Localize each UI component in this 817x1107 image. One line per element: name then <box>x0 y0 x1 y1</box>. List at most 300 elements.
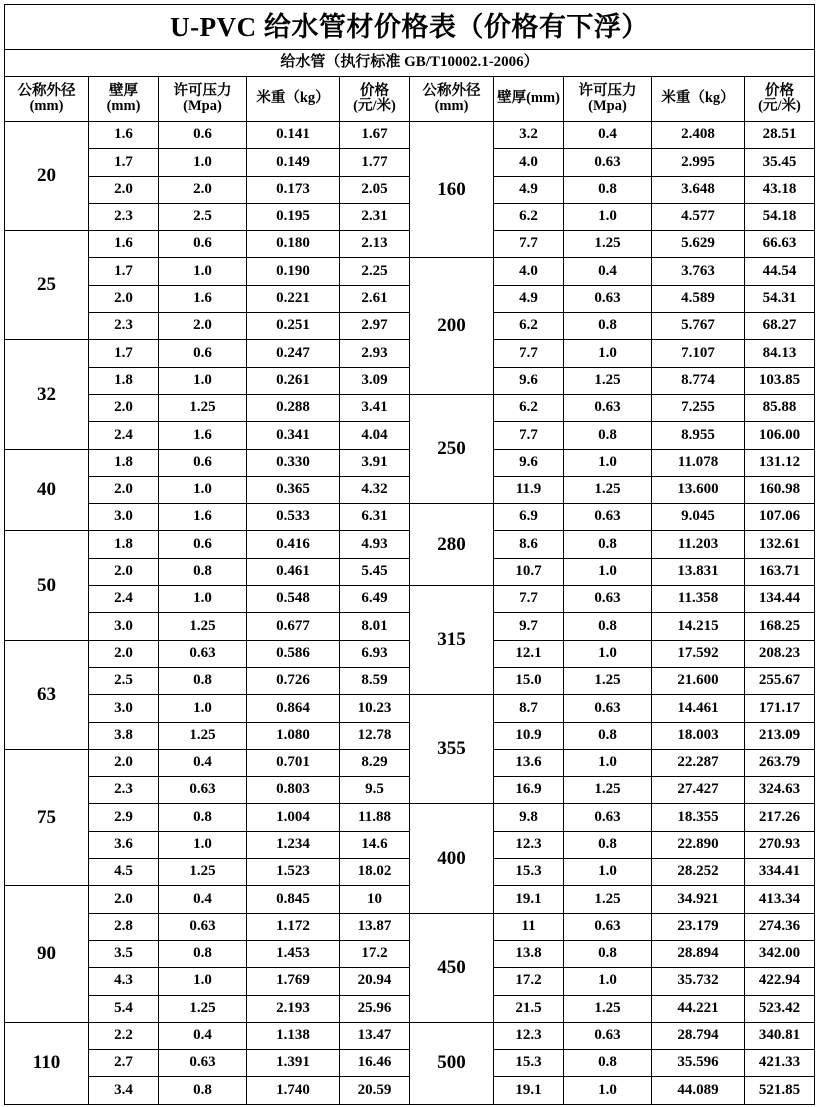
cell-left-meter-weight: 0.330 <box>247 449 340 476</box>
group-outer-diameter-250: 250 <box>410 394 494 503</box>
cell-right-wall-thickness: 9.6 <box>494 449 564 476</box>
cell-right-wall-thickness: 9.8 <box>494 804 564 831</box>
cell-left-wall-thickness: 3.0 <box>89 695 159 722</box>
table-row <box>5 586 815 613</box>
header-line-2: (Mpa) <box>588 98 627 114</box>
cell-left-allowable-pressure: 0.8 <box>159 1077 247 1104</box>
header-right-wall-thickness <box>494 77 564 122</box>
cell-right-meter-weight: 21.600 <box>652 667 745 694</box>
cell-right-meter-weight: 8.774 <box>652 367 745 394</box>
table-row <box>5 695 815 722</box>
cell-right-wall-thickness: 17.2 <box>494 968 564 995</box>
cell-left-price: 20.59 <box>340 1077 410 1104</box>
cell-left-price: 2.61 <box>340 285 410 312</box>
header-line-2: (元/米) <box>758 98 801 114</box>
cell-right-allowable-pressure: 1.0 <box>564 640 652 667</box>
cell-left-price: 13.47 <box>340 1022 410 1049</box>
cell-left-price: 12.78 <box>340 722 410 749</box>
cell-right-allowable-pressure: 0.8 <box>564 313 652 340</box>
cell-right-price: 422.94 <box>745 968 815 995</box>
cell-right-meter-weight: 3.763 <box>652 258 745 285</box>
cell-right-price: 35.45 <box>745 149 815 176</box>
header-left-wall-thickness <box>89 77 159 122</box>
group-outer-diameter-32: 32 <box>5 340 89 449</box>
cell-left-meter-weight: 0.251 <box>247 313 340 340</box>
cell-left-allowable-pressure: 0.63 <box>159 913 247 940</box>
cell-right-allowable-pressure: 0.63 <box>564 913 652 940</box>
cell-left-allowable-pressure: 1.0 <box>159 968 247 995</box>
cell-left-allowable-pressure: 0.4 <box>159 749 247 776</box>
cell-right-allowable-pressure: 0.63 <box>564 586 652 613</box>
cell-left-wall-thickness: 2.0 <box>89 394 159 421</box>
cell-right-meter-weight: 11.078 <box>652 449 745 476</box>
cell-left-meter-weight: 0.141 <box>247 122 340 149</box>
group-outer-diameter-110: 110 <box>5 1022 89 1104</box>
cell-left-wall-thickness: 1.7 <box>89 149 159 176</box>
cell-right-price: 85.88 <box>745 394 815 421</box>
cell-left-wall-thickness: 1.7 <box>89 340 159 367</box>
cell-left-allowable-pressure: 1.25 <box>159 995 247 1022</box>
cell-left-allowable-pressure: 0.6 <box>159 340 247 367</box>
cell-left-allowable-pressure: 0.6 <box>159 449 247 476</box>
cell-left-allowable-pressure: 1.6 <box>159 285 247 312</box>
cell-left-wall-thickness: 1.8 <box>89 531 159 558</box>
cell-left-allowable-pressure: 0.63 <box>159 1050 247 1077</box>
price-table <box>4 4 815 1105</box>
cell-right-allowable-pressure: 0.63 <box>564 1022 652 1049</box>
group-outer-diameter-160: 160 <box>410 122 494 258</box>
header-left-outer-diameter <box>5 77 89 122</box>
cell-left-wall-thickness: 4.5 <box>89 859 159 886</box>
cell-left-wall-thickness: 2.2 <box>89 1022 159 1049</box>
cell-left-wall-thickness: 2.5 <box>89 667 159 694</box>
cell-right-meter-weight: 23.179 <box>652 913 745 940</box>
cell-left-price: 9.5 <box>340 777 410 804</box>
cell-left-meter-weight: 1.004 <box>247 804 340 831</box>
cell-right-allowable-pressure: 0.8 <box>564 531 652 558</box>
cell-left-allowable-pressure: 0.4 <box>159 886 247 913</box>
cell-right-wall-thickness: 7.7 <box>494 422 564 449</box>
cell-right-price: 84.13 <box>745 340 815 367</box>
cell-left-meter-weight: 0.173 <box>247 176 340 203</box>
cell-right-price: 131.12 <box>745 449 815 476</box>
cell-left-wall-thickness: 1.6 <box>89 231 159 258</box>
cell-right-price: 413.34 <box>745 886 815 913</box>
cell-right-wall-thickness: 8.7 <box>494 695 564 722</box>
cell-right-price: 66.63 <box>745 231 815 258</box>
header-line-2: (Mpa) <box>183 98 222 114</box>
cell-right-wall-thickness: 4.9 <box>494 285 564 312</box>
cell-right-meter-weight: 5.767 <box>652 313 745 340</box>
cell-left-price: 2.25 <box>340 258 410 285</box>
cell-left-wall-thickness: 2.3 <box>89 203 159 230</box>
cell-right-meter-weight: 22.890 <box>652 831 745 858</box>
cell-right-meter-weight: 35.596 <box>652 1050 745 1077</box>
cell-right-wall-thickness: 21.5 <box>494 995 564 1022</box>
cell-right-meter-weight: 17.592 <box>652 640 745 667</box>
cell-left-price: 3.09 <box>340 367 410 394</box>
cell-right-price: 421.33 <box>745 1050 815 1077</box>
cell-left-meter-weight: 0.288 <box>247 394 340 421</box>
cell-right-price: 107.06 <box>745 504 815 531</box>
cell-right-price: 324.63 <box>745 777 815 804</box>
cell-left-allowable-pressure: 1.25 <box>159 394 247 421</box>
cell-right-allowable-pressure: 1.25 <box>564 995 652 1022</box>
cell-right-wall-thickness: 9.6 <box>494 367 564 394</box>
header-line-1: 公称外径 <box>422 82 481 99</box>
group-outer-diameter-450: 450 <box>410 913 494 1022</box>
header-left-price <box>340 77 410 122</box>
cell-right-allowable-pressure: 1.0 <box>564 558 652 585</box>
cell-right-wall-thickness: 7.7 <box>494 586 564 613</box>
cell-left-allowable-pressure: 0.6 <box>159 231 247 258</box>
cell-right-price: 168.25 <box>745 613 815 640</box>
cell-right-allowable-pressure: 0.8 <box>564 422 652 449</box>
cell-left-wall-thickness: 5.4 <box>89 995 159 1022</box>
cell-left-wall-thickness: 2.3 <box>89 777 159 804</box>
cell-left-price: 2.31 <box>340 203 410 230</box>
cell-left-meter-weight: 0.533 <box>247 504 340 531</box>
cell-right-meter-weight: 3.648 <box>652 176 745 203</box>
cell-right-meter-weight: 18.003 <box>652 722 745 749</box>
cell-left-allowable-pressure: 0.63 <box>159 777 247 804</box>
cell-left-price: 2.05 <box>340 176 410 203</box>
cell-right-allowable-pressure: 0.63 <box>564 504 652 531</box>
cell-left-allowable-pressure: 0.8 <box>159 667 247 694</box>
cell-right-price: 208.23 <box>745 640 815 667</box>
cell-left-price: 4.32 <box>340 476 410 503</box>
group-outer-diameter-40: 40 <box>5 449 89 531</box>
cell-right-meter-weight: 34.921 <box>652 886 745 913</box>
cell-right-meter-weight: 9.045 <box>652 504 745 531</box>
cell-right-price: 160.98 <box>745 476 815 503</box>
cell-right-allowable-pressure: 1.25 <box>564 886 652 913</box>
cell-left-meter-weight: 1.769 <box>247 968 340 995</box>
cell-right-wall-thickness: 10.7 <box>494 558 564 585</box>
cell-right-meter-weight: 2.995 <box>652 149 745 176</box>
cell-left-price: 1.77 <box>340 149 410 176</box>
cell-right-wall-thickness: 15.3 <box>494 859 564 886</box>
cell-right-meter-weight: 44.221 <box>652 995 745 1022</box>
cell-left-meter-weight: 1.138 <box>247 1022 340 1049</box>
cell-right-meter-weight: 18.355 <box>652 804 745 831</box>
cell-right-meter-weight: 13.600 <box>652 476 745 503</box>
cell-right-price: 171.17 <box>745 695 815 722</box>
standard-row <box>5 50 815 77</box>
header-line-1: 米重（kg） <box>661 90 735 107</box>
cell-right-wall-thickness: 6.2 <box>494 203 564 230</box>
cell-right-price: 217.26 <box>745 804 815 831</box>
cell-right-price: 342.00 <box>745 940 815 967</box>
cell-right-allowable-pressure: 0.8 <box>564 1050 652 1077</box>
cell-right-price: 340.81 <box>745 1022 815 1049</box>
cell-right-allowable-pressure: 1.25 <box>564 231 652 258</box>
cell-left-price: 25.96 <box>340 995 410 1022</box>
cell-right-wall-thickness: 12.3 <box>494 831 564 858</box>
cell-left-allowable-pressure: 0.4 <box>159 1022 247 1049</box>
cell-left-allowable-pressure: 2.0 <box>159 176 247 203</box>
cell-left-price: 11.88 <box>340 804 410 831</box>
cell-right-price: 106.00 <box>745 422 815 449</box>
cell-right-allowable-pressure: 0.63 <box>564 394 652 421</box>
group-outer-diameter-280: 280 <box>410 504 494 586</box>
cell-right-price: 163.71 <box>745 558 815 585</box>
header-line-1: 价格 <box>765 82 795 99</box>
cell-left-allowable-pressure: 0.8 <box>159 804 247 831</box>
cell-right-meter-weight: 5.629 <box>652 231 745 258</box>
cell-left-meter-weight: 0.416 <box>247 531 340 558</box>
cell-left-wall-thickness: 2.9 <box>89 804 159 831</box>
group-outer-diameter-25: 25 <box>5 231 89 340</box>
cell-right-wall-thickness: 12.3 <box>494 1022 564 1049</box>
cell-right-wall-thickness: 4.0 <box>494 258 564 285</box>
header-line-2: (mm) <box>29 98 64 114</box>
cell-right-allowable-pressure: 1.0 <box>564 203 652 230</box>
cell-right-wall-thickness: 4.9 <box>494 176 564 203</box>
cell-right-price: 523.42 <box>745 995 815 1022</box>
cell-right-allowable-pressure: 1.25 <box>564 777 652 804</box>
cell-left-meter-weight: 0.677 <box>247 613 340 640</box>
cell-left-meter-weight: 1.453 <box>247 940 340 967</box>
header-line-1: 公称外径 <box>17 82 76 99</box>
cell-left-price: 2.13 <box>340 231 410 258</box>
cell-left-wall-thickness: 4.3 <box>89 968 159 995</box>
group-outer-diameter-50: 50 <box>5 531 89 640</box>
cell-left-wall-thickness: 3.4 <box>89 1077 159 1104</box>
cell-right-meter-weight: 28.252 <box>652 859 745 886</box>
cell-left-allowable-pressure: 0.6 <box>159 122 247 149</box>
cell-left-price: 5.45 <box>340 558 410 585</box>
cell-left-price: 8.59 <box>340 667 410 694</box>
cell-left-meter-weight: 0.845 <box>247 886 340 913</box>
cell-right-meter-weight: 28.894 <box>652 940 745 967</box>
cell-left-meter-weight: 0.149 <box>247 149 340 176</box>
cell-left-allowable-pressure: 1.25 <box>159 613 247 640</box>
cell-right-meter-weight: 35.732 <box>652 968 745 995</box>
cell-right-allowable-pressure: 1.0 <box>564 449 652 476</box>
cell-left-price: 2.97 <box>340 313 410 340</box>
cell-right-price: 54.31 <box>745 285 815 312</box>
cell-right-wall-thickness: 9.7 <box>494 613 564 640</box>
cell-left-meter-weight: 0.341 <box>247 422 340 449</box>
header-right-outer-diameter <box>410 77 494 122</box>
cell-left-wall-thickness: 2.0 <box>89 886 159 913</box>
cell-left-meter-weight: 0.548 <box>247 586 340 613</box>
cell-left-wall-thickness: 2.4 <box>89 586 159 613</box>
cell-left-price: 6.49 <box>340 586 410 613</box>
cell-left-meter-weight: 0.726 <box>247 667 340 694</box>
cell-right-price: 134.44 <box>745 586 815 613</box>
cell-left-price: 8.29 <box>340 749 410 776</box>
cell-left-price: 8.01 <box>340 613 410 640</box>
cell-left-price: 2.93 <box>340 340 410 367</box>
group-outer-diameter-20: 20 <box>5 122 89 231</box>
cell-left-wall-thickness: 3.5 <box>89 940 159 967</box>
cell-right-wall-thickness: 13.6 <box>494 749 564 776</box>
cell-right-wall-thickness: 19.1 <box>494 886 564 913</box>
cell-left-price: 1.67 <box>340 122 410 149</box>
cell-left-meter-weight: 0.180 <box>247 231 340 258</box>
cell-right-wall-thickness: 12.1 <box>494 640 564 667</box>
cell-right-wall-thickness: 4.0 <box>494 149 564 176</box>
group-outer-diameter-63: 63 <box>5 640 89 749</box>
cell-right-allowable-pressure: 0.63 <box>564 149 652 176</box>
cell-left-price: 16.46 <box>340 1050 410 1077</box>
cell-right-meter-weight: 13.831 <box>652 558 745 585</box>
cell-left-wall-thickness: 1.7 <box>89 258 159 285</box>
cell-right-wall-thickness: 15.3 <box>494 1050 564 1077</box>
title-row <box>5 5 815 50</box>
cell-left-wall-thickness: 2.0 <box>89 749 159 776</box>
cell-left-price: 17.2 <box>340 940 410 967</box>
header-line-1: 壁厚(mm) <box>497 90 560 107</box>
cell-right-allowable-pressure: 0.8 <box>564 831 652 858</box>
cell-right-price: 54.18 <box>745 203 815 230</box>
cell-left-wall-thickness: 2.8 <box>89 913 159 940</box>
table-row <box>5 258 815 285</box>
cell-left-wall-thickness: 3.8 <box>89 722 159 749</box>
cell-right-wall-thickness: 10.9 <box>494 722 564 749</box>
table-row <box>5 804 815 831</box>
cell-left-meter-weight: 0.864 <box>247 695 340 722</box>
cell-right-meter-weight: 11.203 <box>652 531 745 558</box>
cell-left-allowable-pressure: 1.0 <box>159 586 247 613</box>
cell-left-meter-weight: 0.221 <box>247 285 340 312</box>
header-left-allowable-pressure <box>159 77 247 122</box>
cell-left-wall-thickness: 2.0 <box>89 640 159 667</box>
cell-left-price: 10 <box>340 886 410 913</box>
cell-right-price: 213.09 <box>745 722 815 749</box>
cell-left-allowable-pressure: 1.0 <box>159 149 247 176</box>
cell-right-allowable-pressure: 1.25 <box>564 476 652 503</box>
cell-right-meter-weight: 2.408 <box>652 122 745 149</box>
cell-right-allowable-pressure: 1.0 <box>564 749 652 776</box>
header-line-1: 壁厚 <box>109 82 138 99</box>
cell-left-price: 4.04 <box>340 422 410 449</box>
cell-right-wall-thickness: 8.6 <box>494 531 564 558</box>
cell-left-meter-weight: 0.586 <box>247 640 340 667</box>
cell-left-meter-weight: 1.172 <box>247 913 340 940</box>
cell-right-allowable-pressure: 1.0 <box>564 1077 652 1104</box>
cell-left-wall-thickness: 2.7 <box>89 1050 159 1077</box>
cell-right-allowable-pressure: 0.4 <box>564 122 652 149</box>
cell-left-meter-weight: 0.365 <box>247 476 340 503</box>
cell-left-price: 6.93 <box>340 640 410 667</box>
cell-right-price: 270.93 <box>745 831 815 858</box>
group-outer-diameter-90: 90 <box>5 886 89 1022</box>
cell-left-meter-weight: 1.080 <box>247 722 340 749</box>
cell-right-wall-thickness: 7.7 <box>494 340 564 367</box>
header-right-allowable-pressure <box>564 77 652 122</box>
cell-left-allowable-pressure: 2.5 <box>159 203 247 230</box>
group-outer-diameter-400: 400 <box>410 804 494 913</box>
cell-left-meter-weight: 0.247 <box>247 340 340 367</box>
cell-right-price: 263.79 <box>745 749 815 776</box>
page-title: U-PVC 给水管材价格表（价格有下浮） <box>5 5 815 50</box>
cell-left-allowable-pressure: 1.0 <box>159 367 247 394</box>
cell-left-allowable-pressure: 0.6 <box>159 531 247 558</box>
cell-right-allowable-pressure: 0.8 <box>564 176 652 203</box>
cell-left-wall-thickness: 1.8 <box>89 449 159 476</box>
cell-right-meter-weight: 14.215 <box>652 613 745 640</box>
cell-right-price: 255.67 <box>745 667 815 694</box>
cell-left-allowable-pressure: 0.8 <box>159 940 247 967</box>
cell-left-wall-thickness: 2.3 <box>89 313 159 340</box>
cell-left-allowable-pressure: 1.0 <box>159 258 247 285</box>
cell-right-allowable-pressure: 0.8 <box>564 722 652 749</box>
cell-left-price: 4.93 <box>340 531 410 558</box>
cell-right-price: 334.41 <box>745 859 815 886</box>
group-outer-diameter-200: 200 <box>410 258 494 394</box>
cell-right-wall-thickness: 6.2 <box>494 313 564 340</box>
cell-right-price: 521.85 <box>745 1077 815 1104</box>
cell-right-allowable-pressure: 1.0 <box>564 859 652 886</box>
cell-left-price: 18.02 <box>340 859 410 886</box>
cell-left-meter-weight: 1.523 <box>247 859 340 886</box>
cell-right-meter-weight: 14.461 <box>652 695 745 722</box>
header-right-meter-weight <box>652 77 745 122</box>
cell-left-allowable-pressure: 0.8 <box>159 558 247 585</box>
cell-right-meter-weight: 7.255 <box>652 394 745 421</box>
cell-right-allowable-pressure: 1.0 <box>564 340 652 367</box>
cell-right-wall-thickness: 7.7 <box>494 231 564 258</box>
header-line-1: 许可压力 <box>173 82 232 99</box>
cell-left-allowable-pressure: 1.6 <box>159 504 247 531</box>
cell-right-allowable-pressure: 1.0 <box>564 968 652 995</box>
cell-right-meter-weight: 4.577 <box>652 203 745 230</box>
cell-right-wall-thickness: 6.2 <box>494 394 564 421</box>
cell-right-meter-weight: 7.107 <box>652 340 745 367</box>
cell-left-price: 13.87 <box>340 913 410 940</box>
cell-left-allowable-pressure: 1.6 <box>159 422 247 449</box>
table-row <box>5 504 815 531</box>
group-outer-diameter-355: 355 <box>410 695 494 804</box>
cell-left-meter-weight: 0.261 <box>247 367 340 394</box>
cell-right-allowable-pressure: 0.63 <box>564 804 652 831</box>
table-row <box>5 122 815 149</box>
cell-left-price: 3.91 <box>340 449 410 476</box>
cell-left-wall-thickness: 2.0 <box>89 558 159 585</box>
header-line-1: 米重（kg） <box>256 90 330 107</box>
cell-right-wall-thickness: 13.8 <box>494 940 564 967</box>
cell-left-meter-weight: 1.391 <box>247 1050 340 1077</box>
header-line-1: 价格 <box>360 82 389 99</box>
cell-right-wall-thickness: 19.1 <box>494 1077 564 1104</box>
cell-left-price: 6.31 <box>340 504 410 531</box>
cell-right-wall-thickness: 11.9 <box>494 476 564 503</box>
cell-right-meter-weight: 44.089 <box>652 1077 745 1104</box>
cell-left-wall-thickness: 2.0 <box>89 285 159 312</box>
column-header-row <box>5 77 815 122</box>
header-line-2: (元/米) <box>353 98 396 114</box>
cell-left-wall-thickness: 3.0 <box>89 613 159 640</box>
cell-right-price: 68.27 <box>745 313 815 340</box>
cell-right-allowable-pressure: 0.4 <box>564 258 652 285</box>
cell-right-wall-thickness: 6.9 <box>494 504 564 531</box>
cell-left-meter-weight: 1.234 <box>247 831 340 858</box>
cell-right-allowable-pressure: 0.8 <box>564 613 652 640</box>
cell-left-meter-weight: 0.701 <box>247 749 340 776</box>
cell-left-price: 3.41 <box>340 394 410 421</box>
cell-right-allowable-pressure: 0.63 <box>564 695 652 722</box>
cell-left-price: 14.6 <box>340 831 410 858</box>
table-row <box>5 1022 815 1049</box>
cell-left-wall-thickness: 3.6 <box>89 831 159 858</box>
cell-right-price: 132.61 <box>745 531 815 558</box>
cell-left-allowable-pressure: 1.0 <box>159 476 247 503</box>
cell-right-meter-weight: 27.427 <box>652 777 745 804</box>
table-row <box>5 394 815 421</box>
